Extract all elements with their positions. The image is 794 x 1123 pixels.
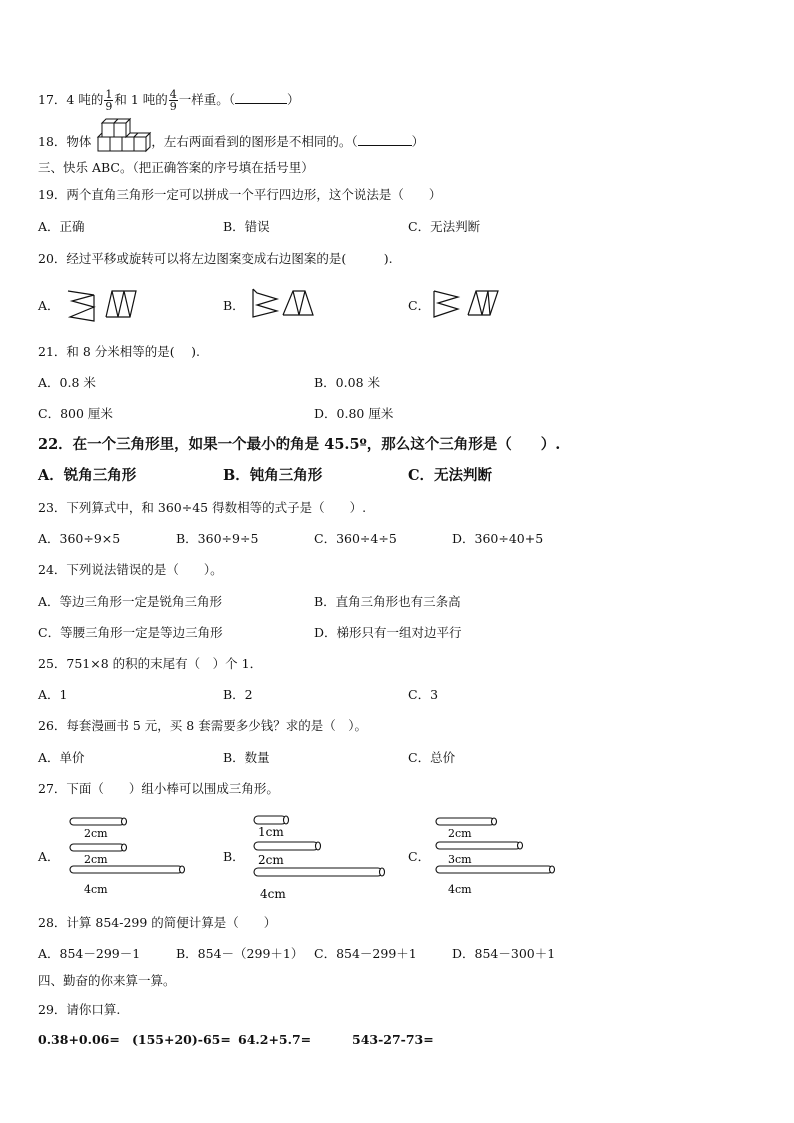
q19-stem: 19．两个直角三角形一定可以拼成一个平行四边形，这个说法是（ ）: [38, 187, 442, 202]
q25-option-c[interactable]: C．3: [408, 687, 439, 702]
q28-option-c[interactable]: C．854－299＋1: [314, 946, 417, 961]
q25-option-a[interactable]: A．1: [38, 687, 68, 702]
q28-option-a[interactable]: A．854－299－1: [38, 946, 141, 961]
q17-mid: 和 1 吨的: [114, 92, 168, 107]
answer-blank[interactable]: [358, 133, 412, 146]
q18-post: ，左右两面看到的图形是不相同的。（: [151, 134, 358, 149]
q24-option-b[interactable]: B．直角三角形也有三条高: [314, 594, 461, 609]
q22-option-c[interactable]: C．无法判断: [408, 467, 493, 484]
stick: [70, 818, 124, 825]
q26-option-b[interactable]: B．数量: [223, 750, 270, 765]
stick: [254, 868, 382, 876]
q19-option-c[interactable]: C．无法判断: [408, 219, 481, 234]
q26-stem: 26．每套漫画书 5 元，买 8 套需要多少钱？求的是（ ）。: [38, 718, 367, 733]
q29-stem: 29．请你口算.: [38, 1002, 121, 1017]
q17-post: 一样重。（: [178, 92, 236, 107]
fraction-4-9: $\frac{4}{9}$: [169, 88, 177, 113]
q19-option-b[interactable]: B．错误: [223, 219, 270, 234]
q21-option-a[interactable]: A．0.8 米: [38, 375, 96, 390]
q23-option-d[interactable]: D．360÷40+5: [452, 531, 544, 546]
stick-length-label: 4cm: [84, 883, 108, 896]
q28-option-b[interactable]: B．854－（299＋1）: [176, 946, 304, 961]
q21-option-d[interactable]: D．0.80 厘米: [314, 406, 394, 421]
q26-option-c[interactable]: C．总价: [408, 750, 456, 765]
q23-stem: 23．下列算式中，和 360÷45 得数相等的式子是（ ）.: [38, 500, 367, 515]
q20-figure-c: [432, 287, 504, 323]
stick: [70, 866, 182, 873]
q27-label-b[interactable]: B．: [223, 849, 245, 864]
q27-sticks-c: [434, 816, 564, 898]
stick-length-label: 3cm: [448, 853, 472, 866]
q22-stem: 22．在一个三角形里，如果一个最小的角是 45.5º，那么这个三角形是（ ）.: [38, 436, 561, 453]
q27-label-c[interactable]: C．: [408, 849, 431, 864]
stick: [436, 818, 494, 825]
q17-pre: 17．4 吨的: [38, 92, 104, 107]
q24-stem: 24．下列说法错误的是（ ）。: [38, 562, 223, 577]
q21-stem: 21．和 8 分米相等的是( ).: [38, 344, 201, 359]
section-3-title: 三、快乐 ABC。（把正确答案的序号填在括号里）: [38, 160, 314, 175]
q17: 17．4 吨的 $\frac{1}{9}$ 和 1 吨的 $\frac{4}{9}$ 一样重。（ ）: [38, 88, 300, 113]
q22-option-b[interactable]: B．钝角三角形: [223, 467, 323, 484]
stick: [70, 844, 124, 851]
q24-option-c[interactable]: C．等腰三角形一定是等边三角形: [38, 625, 223, 640]
answer-blank[interactable]: [235, 91, 287, 104]
q19-option-a[interactable]: A．正确: [38, 219, 85, 234]
q20-label-a[interactable]: A．: [38, 298, 60, 313]
q25-option-b[interactable]: B．2: [223, 687, 253, 702]
q23-option-a[interactable]: A．360÷9×5: [38, 531, 121, 546]
cube-stack-figure-drawing: [94, 117, 156, 155]
stick: [436, 842, 520, 849]
q27-stem: 27．下面（ ）组小棒可以围成三角形。: [38, 781, 279, 796]
stick-length-label: 4cm: [260, 887, 286, 901]
q27-label-a[interactable]: A．: [38, 849, 60, 864]
stick-length-label: 4cm: [448, 883, 472, 896]
stick-length-label: 1cm: [258, 825, 284, 839]
q29-item-4[interactable]: 543-27-73=: [352, 1032, 434, 1047]
q24-option-a[interactable]: A．等边三角形一定是锐角三角形: [38, 594, 223, 609]
q29-item-3[interactable]: 64.2+5.7=: [238, 1032, 312, 1047]
stick: [436, 866, 552, 873]
q29-item-1[interactable]: 0.38+0.06=: [38, 1032, 120, 1047]
q20-figure-b: [251, 287, 323, 323]
stick-length-label: 2cm: [84, 853, 108, 866]
q21-option-b[interactable]: B．0.08 米: [314, 375, 380, 390]
q20-label-c[interactable]: C．: [408, 298, 431, 313]
q27-sticks-a: [68, 816, 188, 898]
q24-option-d[interactable]: D．梯形只有一组对边平行: [314, 625, 462, 640]
q22-option-a[interactable]: A．锐角三角形: [38, 467, 137, 484]
stick-length-label: 2cm: [258, 853, 284, 867]
q23-option-b[interactable]: B．360÷9÷5: [176, 531, 259, 546]
section-4-title: 四、勤奋的你来算一算。: [38, 973, 176, 988]
q20-label-b[interactable]: B．: [223, 298, 245, 313]
q28-option-d[interactable]: D．854－300＋1: [452, 946, 556, 961]
q25-stem: 25．751×8 的积的末尾有（ ）个 1．: [38, 656, 263, 671]
q20-stem: 20．经过平移或旋转可以将左边图案变成右边图案的是( ).: [38, 251, 393, 266]
stick-length-label: 2cm: [448, 827, 472, 840]
q18: 18．物体 ，左右两面看到的图形是不相同的。（ ）: [38, 130, 424, 150]
q28-stem: 28．计算 854-299 的简便计算是（ ）: [38, 915, 277, 930]
q21-option-c[interactable]: C．800 厘米: [38, 406, 113, 421]
q29-item-2[interactable]: (155+20)-65=: [132, 1032, 231, 1047]
q18-pre: 18．物体: [38, 134, 92, 149]
stick: [254, 816, 286, 824]
fraction-1-9: $\frac{1}{9}$: [105, 88, 113, 113]
q23-option-c[interactable]: C．360÷4÷5: [314, 531, 397, 546]
q20-figure-a: [66, 287, 138, 323]
stick-length-label: 2cm: [84, 827, 108, 840]
stick: [254, 842, 318, 850]
q26-option-a[interactable]: A．单价: [38, 750, 85, 765]
q27-sticks-b: [252, 814, 392, 904]
